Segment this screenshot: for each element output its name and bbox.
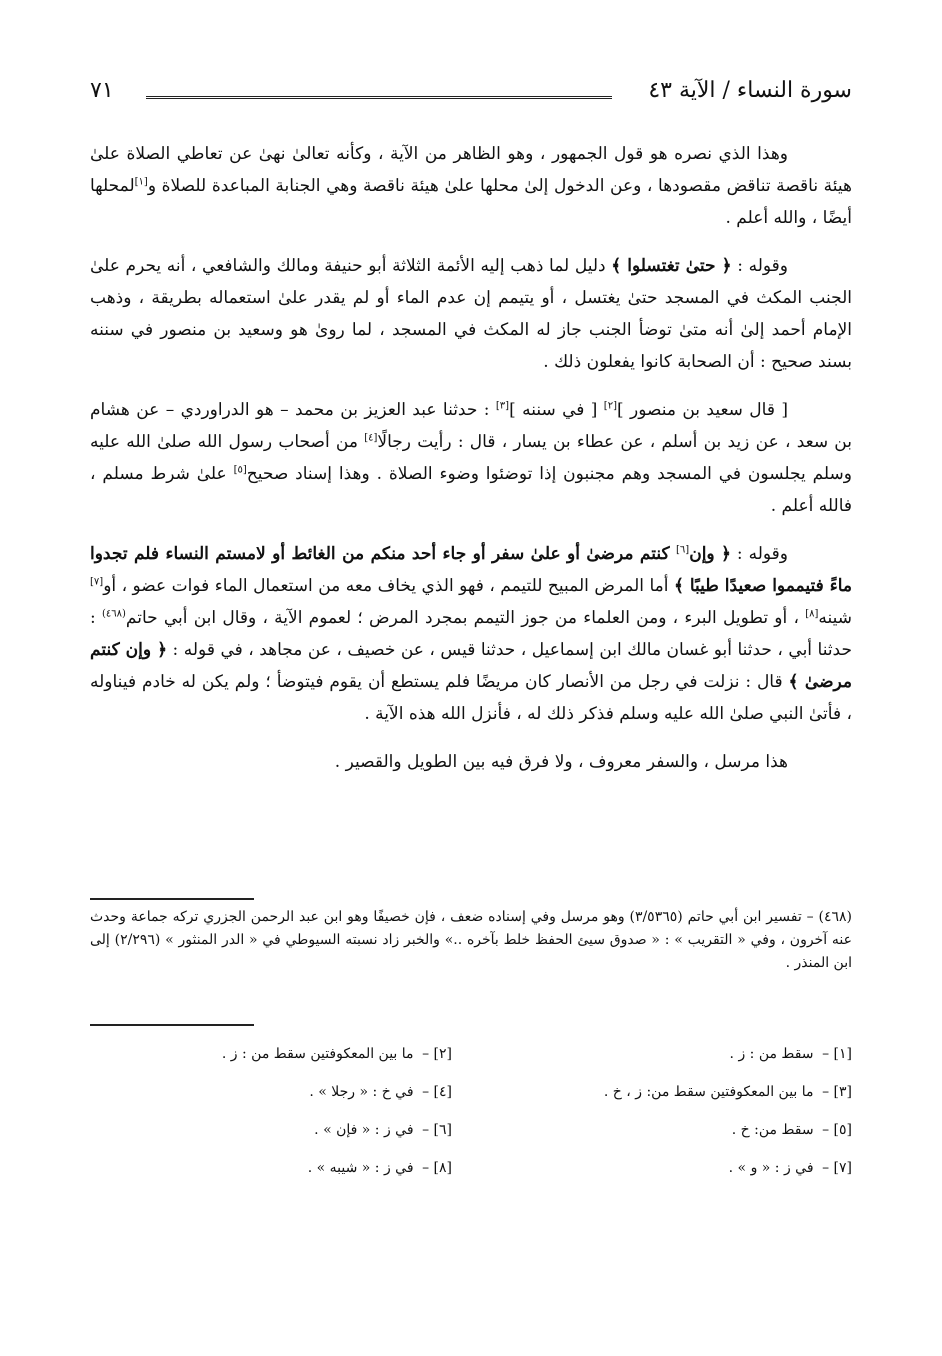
note-2: [٢] – ما بين المعكوفتين سقط من : ز . bbox=[221, 1046, 452, 1062]
paragraph-2 bbox=[90, 250, 852, 378]
footnote-ref-468: (٤٦٨) bbox=[101, 608, 126, 620]
page-number: ٧١ bbox=[90, 78, 114, 103]
paragraph-3 bbox=[90, 394, 852, 522]
note-5: [٥] – سقط من: خ . bbox=[731, 1122, 852, 1138]
note-3: [٣] – ما بين المعكوفتين سقط من: ز ، خ . bbox=[603, 1084, 852, 1100]
note-4: [٤] – في خ : « رجلا » . bbox=[309, 1084, 452, 1100]
quran-quote-start: ﴿ وإن bbox=[689, 544, 732, 564]
p3-text-d: من أصحاب رسول الله صلىٰ الله عليه وسلم يجلسون في المسجد وهم مجنبون إذا توضئوا وضوء الصلاة . وهذا إسناد صحيح bbox=[90, 432, 852, 484]
p3-text-a: [ قال سعيد بن منصور ] bbox=[616, 400, 788, 420]
p4-text-b: أما المرض المبيح للتيمم ، فهو الذي يخاف معه من استعمال الماء فوات عضو ، أو bbox=[103, 576, 674, 596]
note-marker-4: [٤] bbox=[364, 432, 378, 444]
quran-quote-2: ﴿ وإن كنتم مرضىٰ ﴾ bbox=[90, 640, 852, 692]
p2-text-b: دليل لما ذهب إليه الأئمة الثلاثة أبو حنيفة ومالك والشافعي ، أنه يحرم علىٰ الجنب المكث في المسجد حتىٰ يغتسل ، أو يتيمم إن عدم الماء أو لم يقدر علىٰ استعماله بطريقة ، وذهب الإمام أحمد إلىٰ أنه متىٰ توضأ الجنب جاز له المكث في المسجد ، لما روىٰ هو وسعيد بن منصور في سننه بسند صحيح : أن الصحابة كانوا يفعلون ذلك . bbox=[90, 256, 852, 372]
note-marker-6: [٦] bbox=[676, 544, 690, 556]
paragraph-5 bbox=[90, 746, 852, 778]
p4-text-f: قال : نزلت في رجل من الأنصار كان مريضًا فلم يستطع أن يقوم فيتوضأ ؛ ولم يكن له خادم فيناوله ، فأتىٰ النبي صلىٰ الله عليه وسلم فذكر ذلك له ، فأنزل الله هذه الآية . bbox=[90, 672, 852, 724]
header-rule bbox=[146, 96, 612, 99]
note-marker-8: [٨] bbox=[805, 608, 819, 620]
paragraph-4 bbox=[90, 538, 852, 730]
p3-text-c: : حدثنا عبد العزيز بن محمد – هو الدراوردي – عن هشام بن سعد ، عن زيد بن أسلم ، عن عطاء بن يسار ، قال : رأيت رجالًا bbox=[90, 400, 852, 452]
running-title: سورة النساء / الآية ٤٣ bbox=[648, 78, 852, 103]
page-header bbox=[90, 78, 852, 118]
quran-quote-rest: كنتم مرضىٰ أو علىٰ سفر أو جاء أحد منكم من الغائط أو لامستم النساء فلم تجدوا ماءً فتيمموا صعيدًا طيبًا ﴾ bbox=[90, 544, 852, 596]
notes-rule bbox=[90, 1024, 254, 1026]
paragraph-1 bbox=[90, 138, 852, 234]
footnote-rule bbox=[90, 898, 254, 900]
note-8: [٨] – في ز : « شيبه » . bbox=[307, 1160, 452, 1176]
textual-notes bbox=[90, 1044, 852, 1194]
quran-quote: ﴿ حتىٰ تغتسلوا ﴾ bbox=[611, 256, 732, 276]
p1-text-a: وهذا الذي نصره هو قول الجمهور ، وهو الظاهر من الآية ، وكأنه تعالىٰ نهىٰ عن تعاطي الصلاة علىٰ هيئة ناقصة تناقض مقصودها ، وعن الدخول إلىٰ محلها علىٰ هيئة ناقصة وهي الجنابة المباعدة للصلاة و bbox=[90, 144, 852, 196]
note-7: [٧] – في ز : « و » . bbox=[728, 1160, 852, 1176]
p4-text-d: ، أو تطويل البرء ، ومن العلماء من جوز التيمم بمجرد المرض ؛ لعموم الآية ، وقال ابن أبي حاتم bbox=[125, 608, 806, 628]
note-marker-5: [٥] bbox=[233, 464, 247, 476]
p5-text: هذا مرسل ، والسفر معروف ، ولا فرق فيه بين الطويل والقصير . bbox=[334, 752, 788, 772]
p2-text-a: وقوله : bbox=[731, 256, 788, 276]
note-marker-3: [٣] bbox=[495, 400, 510, 412]
note-marker-1: [١] bbox=[134, 176, 148, 188]
p3-text-e: علىٰ شرط مسلم ، فالله أعلم . bbox=[90, 464, 852, 516]
note-marker-7: [٧] bbox=[90, 576, 104, 588]
note-6: [٦] – في ز : « فإن » . bbox=[314, 1122, 452, 1138]
p4-text-a: وقوله : bbox=[731, 544, 788, 564]
p4-text-e: : حدثنا أبي ، حدثنا أبو غسان مالك ابن إسماعيل ، حدثنا قيس ، عن خصيف ، عن مجاهد ، في قوله : bbox=[90, 608, 852, 660]
note-1: [١] – سقط من : ز . bbox=[729, 1046, 852, 1062]
footnote-468: (٤٦٨) – تفسير ابن أبي حاتم (٣/٥٣٦٥) وهو مرسل وفي إسناده ضعف ، فإن خصيفًا وهو ابن عبد الرحمن الجزري تركه جماعة وحدث عنه آخرون ، وفي « التقريب » : « صدوق سيئ الحفظ خلط بآخره ..» والخبر زاد نسبته السيوطي في « الدر المنثور » (٢/٢٩٦) إلى ابن المنذر . bbox=[90, 909, 852, 971]
note-marker-2: [٢] bbox=[603, 400, 617, 412]
main-text bbox=[90, 138, 852, 794]
p3-text-b: [ في سننه ] bbox=[509, 400, 604, 420]
p4-text-c: شينه bbox=[818, 608, 853, 628]
p1-text-b: لمحلها أيضًا ، والله أعلم . bbox=[90, 176, 852, 228]
